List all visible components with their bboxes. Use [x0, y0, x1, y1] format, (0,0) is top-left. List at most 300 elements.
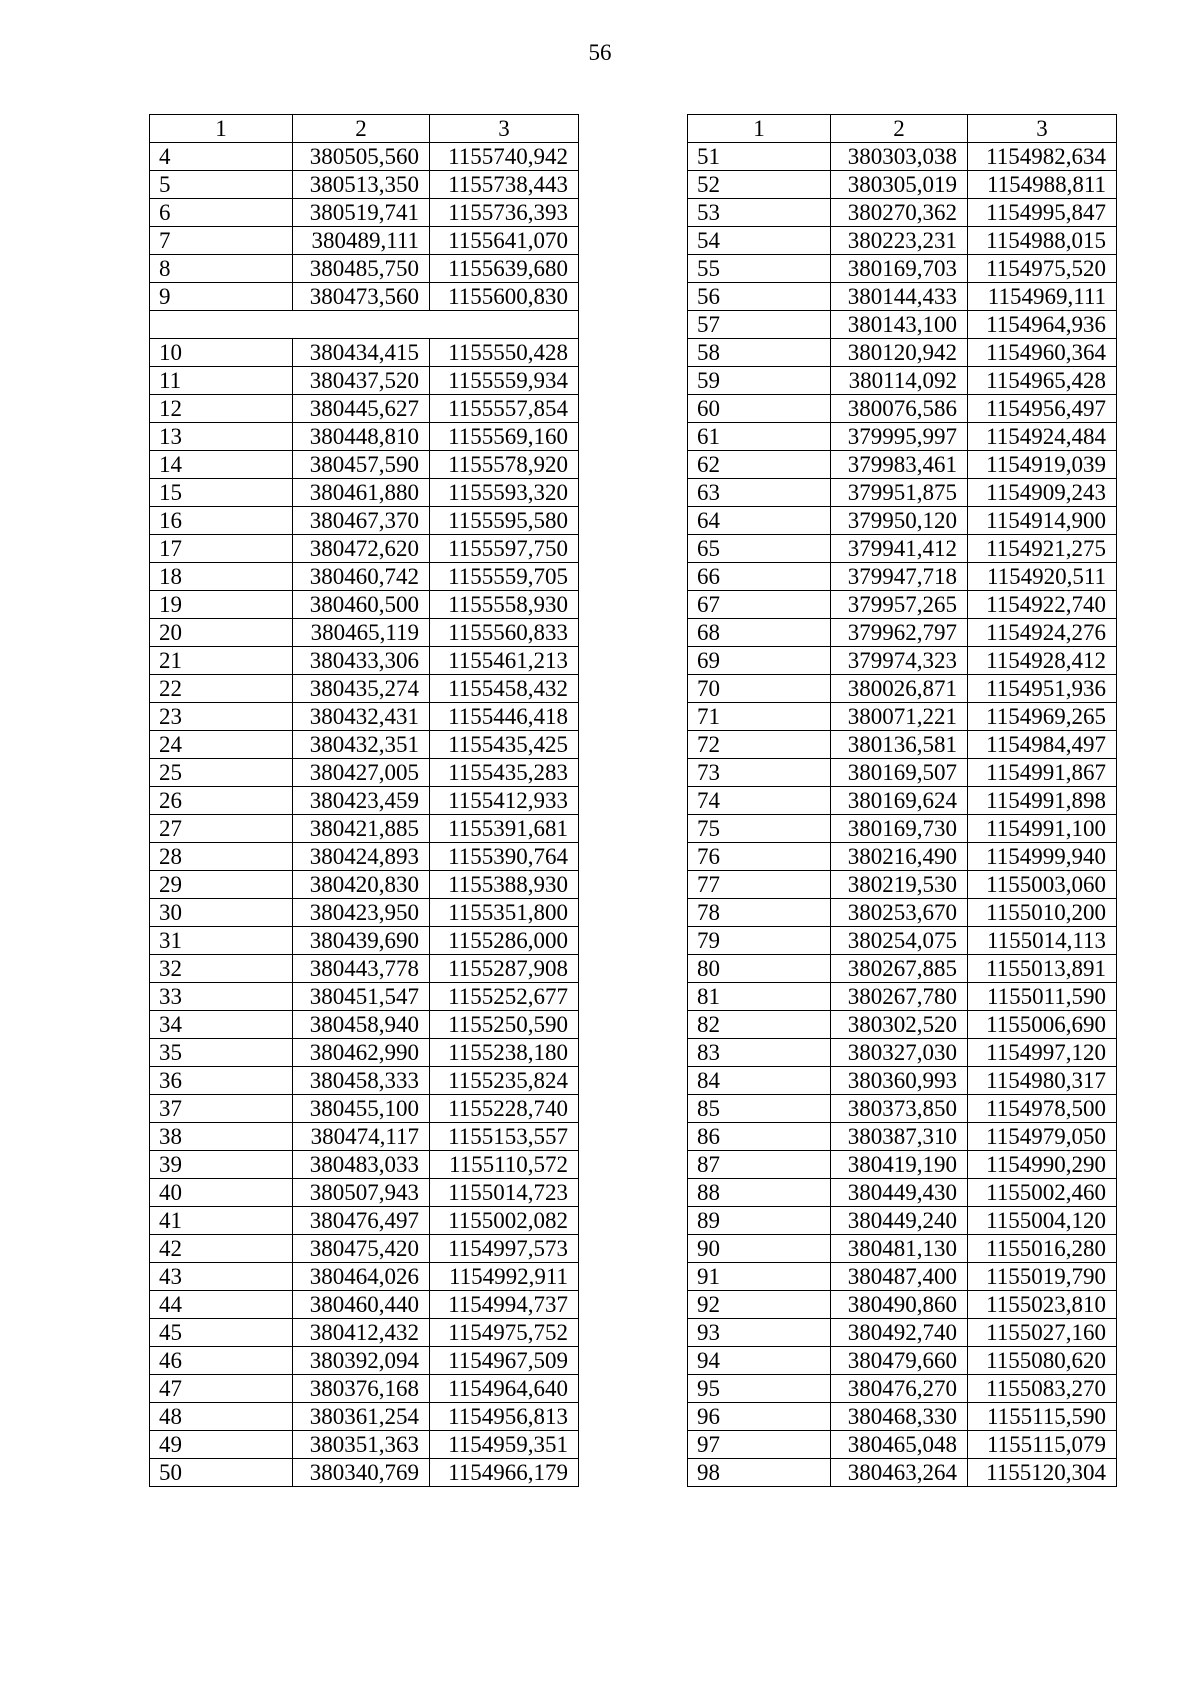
- coordinate-x-cell: 379957,265: [831, 591, 968, 619]
- coordinate-x-cell: 380412,432: [293, 1319, 430, 1347]
- coordinate-x-cell: 380026,871: [831, 675, 968, 703]
- coordinate-x-cell: 380421,885: [293, 815, 430, 843]
- coordinate-y-cell: 1154991,100: [968, 815, 1117, 843]
- coordinate-y-cell: 1154978,500: [968, 1095, 1117, 1123]
- table-row: [688, 367, 1117, 395]
- table-row: [150, 591, 579, 619]
- table-row: [150, 283, 579, 311]
- coordinate-y-cell: 1154924,484: [968, 423, 1117, 451]
- coordinate-x-cell: 380071,221: [831, 703, 968, 731]
- table-row: [150, 1347, 579, 1375]
- table-row: [688, 171, 1117, 199]
- table-row: [688, 591, 1117, 619]
- point-number-cell: 33: [150, 983, 293, 1011]
- coordinate-y-cell: 1154994,737: [430, 1291, 579, 1319]
- table-row: [688, 1207, 1117, 1235]
- table-row: [150, 563, 579, 591]
- table-row: [150, 871, 579, 899]
- point-number-cell: 92: [688, 1291, 831, 1319]
- coordinate-x-cell: 379947,718: [831, 563, 968, 591]
- coordinate-y-cell: 1155250,590: [430, 1011, 579, 1039]
- point-number-cell: 42: [150, 1235, 293, 1263]
- table-row: [150, 675, 579, 703]
- table-row: [150, 171, 579, 199]
- coordinate-y-cell: 1154956,813: [430, 1403, 579, 1431]
- point-number-cell: 13: [150, 423, 293, 451]
- point-number-cell: 24: [150, 731, 293, 759]
- point-number-cell: 52: [688, 171, 831, 199]
- coordinate-x-cell: 380144,433: [831, 283, 968, 311]
- point-number-cell: 79: [688, 927, 831, 955]
- table-row: [150, 815, 579, 843]
- coordinate-x-cell: 380302,520: [831, 1011, 968, 1039]
- coordinate-x-cell: 379941,412: [831, 535, 968, 563]
- coordinate-y-cell: 1155002,460: [968, 1179, 1117, 1207]
- coordinate-y-cell: 1155286,000: [430, 927, 579, 955]
- table-row: [688, 871, 1117, 899]
- point-number-cell: 93: [688, 1319, 831, 1347]
- coordinate-y-cell: 1155446,418: [430, 703, 579, 731]
- coordinate-y-cell: 1155435,425: [430, 731, 579, 759]
- coordinate-x-cell: 380351,363: [293, 1431, 430, 1459]
- coordinate-x-cell: 380169,624: [831, 787, 968, 815]
- coordinate-x-cell: 380464,026: [293, 1263, 430, 1291]
- table-row: [150, 1375, 579, 1403]
- table-row: [688, 395, 1117, 423]
- point-number-cell: 94: [688, 1347, 831, 1375]
- point-number-cell: 20: [150, 619, 293, 647]
- table-row: [688, 703, 1117, 731]
- point-number-cell: 82: [688, 1011, 831, 1039]
- table-row: [150, 395, 579, 423]
- coordinate-x-cell: 380432,351: [293, 731, 430, 759]
- point-number-cell: 47: [150, 1375, 293, 1403]
- point-number-cell: 19: [150, 591, 293, 619]
- coordinate-x-cell: 380076,586: [831, 395, 968, 423]
- coordinate-y-cell: 1155023,810: [968, 1291, 1117, 1319]
- point-number-cell: 64: [688, 507, 831, 535]
- point-number-cell: 68: [688, 619, 831, 647]
- page-number: 56: [588, 40, 612, 65]
- point-number-cell: 84: [688, 1067, 831, 1095]
- point-number-cell: 66: [688, 563, 831, 591]
- point-number-cell: 9: [150, 283, 293, 311]
- table-row: [688, 1095, 1117, 1123]
- table-row: [688, 731, 1117, 759]
- table-row: [688, 451, 1117, 479]
- coordinate-x-cell: 380433,306: [293, 647, 430, 675]
- table-row: [150, 955, 579, 983]
- coordinate-y-cell: 1155391,681: [430, 815, 579, 843]
- coordinate-x-cell: 380465,048: [831, 1431, 968, 1459]
- point-number-cell: 58: [688, 339, 831, 367]
- table-row: [688, 1459, 1117, 1487]
- point-number-cell: 60: [688, 395, 831, 423]
- point-number-cell: 72: [688, 731, 831, 759]
- table-row: [688, 199, 1117, 227]
- table-row: [688, 927, 1117, 955]
- coordinate-y-cell: 1154969,265: [968, 703, 1117, 731]
- coordinate-x-cell: 380455,100: [293, 1095, 430, 1123]
- coordinate-y-cell: 1154991,898: [968, 787, 1117, 815]
- coordinates-table-right: [687, 114, 1117, 1487]
- table-row: [150, 619, 579, 647]
- coordinate-x-cell: 380489,111: [293, 227, 430, 255]
- coordinate-y-cell: 1154990,290: [968, 1151, 1117, 1179]
- point-number-cell: 22: [150, 675, 293, 703]
- coordinate-x-cell: 379983,461: [831, 451, 968, 479]
- coordinate-x-cell: 380267,780: [831, 983, 968, 1011]
- coordinate-y-cell: 1155002,082: [430, 1207, 579, 1235]
- coordinate-x-cell: 380169,703: [831, 255, 968, 283]
- point-number-cell: 12: [150, 395, 293, 423]
- point-number-cell: 55: [688, 255, 831, 283]
- point-number-cell: 26: [150, 787, 293, 815]
- point-number-cell: 48: [150, 1403, 293, 1431]
- coordinate-y-cell: 1154959,351: [430, 1431, 579, 1459]
- coordinate-x-cell: 380475,420: [293, 1235, 430, 1263]
- point-number-cell: 85: [688, 1095, 831, 1123]
- table-row: [688, 423, 1117, 451]
- coordinate-y-cell: 1155004,120: [968, 1207, 1117, 1235]
- table-row: [150, 1011, 579, 1039]
- table-row: [150, 1151, 579, 1179]
- point-number-cell: 8: [150, 255, 293, 283]
- point-number-cell: 87: [688, 1151, 831, 1179]
- point-number-cell: 81: [688, 983, 831, 1011]
- coordinate-y-cell: 1155740,942: [430, 143, 579, 171]
- coordinate-y-cell: 1154919,039: [968, 451, 1117, 479]
- point-number-cell: 88: [688, 1179, 831, 1207]
- coordinate-x-cell: 380461,880: [293, 479, 430, 507]
- coordinate-x-cell: 380485,750: [293, 255, 430, 283]
- coordinate-y-cell: 1154966,179: [430, 1459, 579, 1487]
- coordinate-y-cell: 1155578,920: [430, 451, 579, 479]
- table-row: [150, 507, 579, 535]
- point-number-cell: 21: [150, 647, 293, 675]
- coordinate-y-cell: 1155557,854: [430, 395, 579, 423]
- column-header: 1: [150, 115, 293, 143]
- point-number-cell: 6: [150, 199, 293, 227]
- coordinate-x-cell: 380468,330: [831, 1403, 968, 1431]
- column-header: 1: [688, 115, 831, 143]
- coordinate-y-cell: 1154975,520: [968, 255, 1117, 283]
- table-row: [150, 1067, 579, 1095]
- table-row: [150, 1179, 579, 1207]
- coordinate-x-cell: 380360,993: [831, 1067, 968, 1095]
- coordinate-x-cell: 380465,119: [293, 619, 430, 647]
- coordinate-y-cell: 1155014,113: [968, 927, 1117, 955]
- point-number-cell: 16: [150, 507, 293, 535]
- point-number-cell: 38: [150, 1123, 293, 1151]
- coordinate-y-cell: 1155559,705: [430, 563, 579, 591]
- coordinate-x-cell: 380449,430: [831, 1179, 968, 1207]
- coordinate-y-cell: 1155006,690: [968, 1011, 1117, 1039]
- coordinate-x-cell: 380419,190: [831, 1151, 968, 1179]
- coordinate-y-cell: 1154964,640: [430, 1375, 579, 1403]
- coordinate-x-cell: 380474,117: [293, 1123, 430, 1151]
- coordinate-x-cell: 380143,100: [831, 311, 968, 339]
- table-row: [688, 339, 1117, 367]
- point-number-cell: 4: [150, 143, 293, 171]
- point-number-cell: 30: [150, 899, 293, 927]
- coordinate-x-cell: 380392,094: [293, 1347, 430, 1375]
- coordinate-y-cell: 1155287,908: [430, 955, 579, 983]
- coordinate-y-cell: 1154980,317: [968, 1067, 1117, 1095]
- table-row: [150, 255, 579, 283]
- coordinate-y-cell: 1155080,620: [968, 1347, 1117, 1375]
- point-number-cell: 35: [150, 1039, 293, 1067]
- coordinate-x-cell: 380505,560: [293, 143, 430, 171]
- coordinate-y-cell: 1155559,934: [430, 367, 579, 395]
- table-row: [150, 367, 579, 395]
- point-number-cell: 83: [688, 1039, 831, 1067]
- point-number-cell: 51: [688, 143, 831, 171]
- point-number-cell: 14: [150, 451, 293, 479]
- coordinate-y-cell: 1155390,764: [430, 843, 579, 871]
- coordinate-y-cell: 1154951,936: [968, 675, 1117, 703]
- point-number-cell: 43: [150, 1263, 293, 1291]
- coordinate-y-cell: 1155597,750: [430, 535, 579, 563]
- point-number-cell: 91: [688, 1263, 831, 1291]
- point-number-cell: 90: [688, 1235, 831, 1263]
- coordinate-y-cell: 1154914,900: [968, 507, 1117, 535]
- coordinate-x-cell: 380513,350: [293, 171, 430, 199]
- point-number-cell: 97: [688, 1431, 831, 1459]
- coordinate-y-cell: 1155115,590: [968, 1403, 1117, 1431]
- coordinate-y-cell: 1155120,304: [968, 1459, 1117, 1487]
- table-row: [688, 787, 1117, 815]
- coordinate-x-cell: 380445,627: [293, 395, 430, 423]
- coordinate-y-cell: 1155027,160: [968, 1319, 1117, 1347]
- coordinate-x-cell: 380267,885: [831, 955, 968, 983]
- table-row: [150, 1095, 579, 1123]
- coordinate-x-cell: 380169,730: [831, 815, 968, 843]
- table-row: [688, 1179, 1117, 1207]
- point-number-cell: 86: [688, 1123, 831, 1151]
- table-row: [150, 703, 579, 731]
- coordinate-x-cell: 380487,400: [831, 1263, 968, 1291]
- point-number-cell: 69: [688, 647, 831, 675]
- table-row: [688, 1291, 1117, 1319]
- coordinate-y-cell: 1154975,752: [430, 1319, 579, 1347]
- coordinate-x-cell: 380423,950: [293, 899, 430, 927]
- table-row: [150, 1207, 579, 1235]
- coordinate-x-cell: 380457,590: [293, 451, 430, 479]
- point-number-cell: 44: [150, 1291, 293, 1319]
- point-number-cell: 11: [150, 367, 293, 395]
- table-row: [150, 1123, 579, 1151]
- blank-row-cell: [150, 311, 579, 339]
- coordinate-x-cell: 380443,778: [293, 955, 430, 983]
- point-number-cell: 73: [688, 759, 831, 787]
- table-row: [150, 787, 579, 815]
- table-row: [150, 1263, 579, 1291]
- coordinate-x-cell: 380373,850: [831, 1095, 968, 1123]
- coordinate-x-cell: 380451,547: [293, 983, 430, 1011]
- coordinate-x-cell: 380424,893: [293, 843, 430, 871]
- point-number-cell: 54: [688, 227, 831, 255]
- point-number-cell: 5: [150, 171, 293, 199]
- coordinate-y-cell: 1155595,580: [430, 507, 579, 535]
- point-number-cell: 57: [688, 311, 831, 339]
- coordinate-x-cell: 380427,005: [293, 759, 430, 787]
- point-number-cell: 29: [150, 871, 293, 899]
- table-row: [688, 255, 1117, 283]
- table-row: [150, 339, 579, 367]
- coordinate-x-cell: 380114,092: [831, 367, 968, 395]
- table-row: [150, 1403, 579, 1431]
- table-row: [150, 927, 579, 955]
- point-number-cell: 32: [150, 955, 293, 983]
- table-row: [688, 647, 1117, 675]
- coordinate-y-cell: 1155593,320: [430, 479, 579, 507]
- point-number-cell: 67: [688, 591, 831, 619]
- coordinate-y-cell: 1154995,847: [968, 199, 1117, 227]
- table-row: [688, 843, 1117, 871]
- coordinate-y-cell: 1154956,497: [968, 395, 1117, 423]
- column-header: 2: [293, 115, 430, 143]
- table-row: [688, 1235, 1117, 1263]
- coordinate-x-cell: 380216,490: [831, 843, 968, 871]
- coordinate-y-cell: 1155569,160: [430, 423, 579, 451]
- point-number-cell: 61: [688, 423, 831, 451]
- coordinate-y-cell: 1155639,680: [430, 255, 579, 283]
- coordinate-x-cell: 380420,830: [293, 871, 430, 899]
- point-number-cell: 95: [688, 1375, 831, 1403]
- coordinate-x-cell: 380467,370: [293, 507, 430, 535]
- point-number-cell: 37: [150, 1095, 293, 1123]
- table-row: [150, 479, 579, 507]
- table-row: [688, 1151, 1117, 1179]
- table-row: [688, 815, 1117, 843]
- table-row: [150, 1291, 579, 1319]
- table-row: [150, 1459, 579, 1487]
- table-row: [688, 619, 1117, 647]
- coordinate-y-cell: 1154979,050: [968, 1123, 1117, 1151]
- point-number-cell: 46: [150, 1347, 293, 1375]
- coordinate-y-cell: 1154997,120: [968, 1039, 1117, 1067]
- coordinate-y-cell: 1155115,079: [968, 1431, 1117, 1459]
- table-row: [150, 1431, 579, 1459]
- coordinate-y-cell: 1155641,070: [430, 227, 579, 255]
- coordinate-y-cell: 1155238,180: [430, 1039, 579, 1067]
- point-number-cell: 78: [688, 899, 831, 927]
- coordinate-y-cell: 1154967,509: [430, 1347, 579, 1375]
- coordinate-y-cell: 1155010,200: [968, 899, 1117, 927]
- coordinate-x-cell: 379995,997: [831, 423, 968, 451]
- coordinate-x-cell: 380490,860: [831, 1291, 968, 1319]
- table-row: [688, 899, 1117, 927]
- table-row: [688, 675, 1117, 703]
- coordinate-x-cell: 380460,440: [293, 1291, 430, 1319]
- point-number-cell: 70: [688, 675, 831, 703]
- coordinate-y-cell: 1154988,015: [968, 227, 1117, 255]
- point-number-cell: 15: [150, 479, 293, 507]
- coordinates-table-left: [149, 114, 579, 1487]
- point-number-cell: 49: [150, 1431, 293, 1459]
- table-row: [688, 507, 1117, 535]
- coordinate-y-cell: 1154960,364: [968, 339, 1117, 367]
- coordinate-x-cell: 380439,690: [293, 927, 430, 955]
- coordinate-y-cell: 1154984,497: [968, 731, 1117, 759]
- coordinate-y-cell: 1155016,280: [968, 1235, 1117, 1263]
- coordinate-y-cell: 1154909,243: [968, 479, 1117, 507]
- coordinate-x-cell: 380473,560: [293, 283, 430, 311]
- coordinate-y-cell: 1155435,283: [430, 759, 579, 787]
- coordinate-y-cell: 1154992,911: [430, 1263, 579, 1291]
- point-number-cell: 62: [688, 451, 831, 479]
- table-row: [688, 1067, 1117, 1095]
- coordinate-x-cell: 380449,240: [831, 1207, 968, 1235]
- coordinate-y-cell: 1154924,276: [968, 619, 1117, 647]
- point-number-cell: 25: [150, 759, 293, 787]
- table-row: [688, 1011, 1117, 1039]
- point-number-cell: 98: [688, 1459, 831, 1487]
- point-number-cell: 71: [688, 703, 831, 731]
- coordinate-y-cell: 1154988,811: [968, 171, 1117, 199]
- coordinate-x-cell: 380423,459: [293, 787, 430, 815]
- point-number-cell: 50: [150, 1459, 293, 1487]
- table-row: [150, 983, 579, 1011]
- coordinate-y-cell: 1155550,428: [430, 339, 579, 367]
- coordinate-x-cell: 380327,030: [831, 1039, 968, 1067]
- table-row: [150, 1039, 579, 1067]
- coordinate-x-cell: 379962,797: [831, 619, 968, 647]
- point-number-cell: 18: [150, 563, 293, 591]
- table-row: [688, 283, 1117, 311]
- table-row: [150, 227, 579, 255]
- point-number-cell: 36: [150, 1067, 293, 1095]
- coordinate-y-cell: 1155252,677: [430, 983, 579, 1011]
- table-row: [150, 1319, 579, 1347]
- table-row: [688, 955, 1117, 983]
- coordinate-y-cell: 1155458,432: [430, 675, 579, 703]
- coordinate-y-cell: 1155014,723: [430, 1179, 579, 1207]
- coordinate-y-cell: 1155110,572: [430, 1151, 579, 1179]
- coordinate-y-cell: 1154969,111: [968, 283, 1117, 311]
- coordinate-x-cell: 380376,168: [293, 1375, 430, 1403]
- point-number-cell: 40: [150, 1179, 293, 1207]
- table-row: [688, 983, 1117, 1011]
- coordinate-x-cell: 380387,310: [831, 1123, 968, 1151]
- coordinate-x-cell: 380219,530: [831, 871, 968, 899]
- coordinate-y-cell: 1155235,824: [430, 1067, 579, 1095]
- coordinate-x-cell: 380472,620: [293, 535, 430, 563]
- table-row: [150, 759, 579, 787]
- point-number-cell: 17: [150, 535, 293, 563]
- point-number-cell: 74: [688, 787, 831, 815]
- coordinate-y-cell: 1155153,557: [430, 1123, 579, 1151]
- table-row: [150, 423, 579, 451]
- point-number-cell: 59: [688, 367, 831, 395]
- coordinate-x-cell: 379951,875: [831, 479, 968, 507]
- table-row: [688, 311, 1117, 339]
- table-row: [688, 1431, 1117, 1459]
- point-number-cell: 63: [688, 479, 831, 507]
- point-number-cell: 7: [150, 227, 293, 255]
- coordinate-y-cell: 1154921,275: [968, 535, 1117, 563]
- point-number-cell: 31: [150, 927, 293, 955]
- table-row: [688, 535, 1117, 563]
- coordinate-x-cell: 380476,497: [293, 1207, 430, 1235]
- table-row: [150, 1235, 579, 1263]
- table-row: [688, 1347, 1117, 1375]
- coordinate-x-cell: 380435,274: [293, 675, 430, 703]
- coordinate-x-cell: 380223,231: [831, 227, 968, 255]
- coordinate-y-cell: 1155003,060: [968, 871, 1117, 899]
- coordinate-y-cell: 1155083,270: [968, 1375, 1117, 1403]
